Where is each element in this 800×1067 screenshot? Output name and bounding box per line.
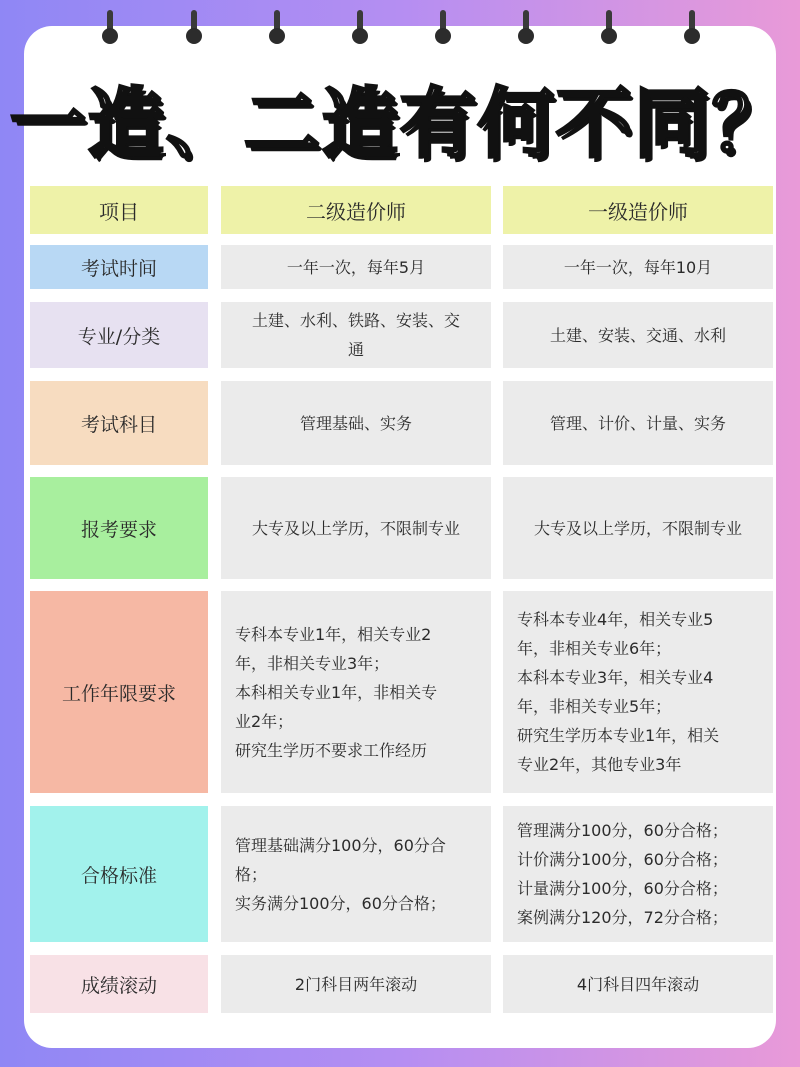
level1-value-text: 4门科目四年滚动 (576, 974, 700, 994)
row-label-text: 专业/分类 (77, 325, 161, 348)
binder-ring-icon (684, 10, 700, 44)
row-label (30, 302, 208, 368)
row-label-text: 合格标准 (80, 864, 157, 887)
level1-value-text: 大专及以上学历，不限制专业 (533, 518, 742, 538)
level2-value-text: 管理基础、实务 (299, 413, 412, 433)
row-label-text: 成绩滚动 (80, 974, 157, 997)
binder-ring-icon (269, 10, 285, 44)
row-label (30, 381, 208, 465)
header-item: 项目 (30, 186, 208, 234)
level1-value (503, 591, 773, 793)
level2-value (221, 477, 491, 579)
level1-value-text: 一年一次，每年10月 (563, 257, 713, 277)
row-label-text: 报考要求 (80, 518, 157, 541)
row-label (30, 591, 208, 793)
level2-value-text: 2门科目两年滚动 (294, 974, 418, 994)
level1-value (503, 806, 773, 942)
header-level1: 一级造价师 (503, 186, 773, 234)
binder-ring-icon (435, 10, 451, 44)
level2-value (221, 381, 491, 465)
level1-value-text: 管理、计价、计量、实务 (549, 413, 726, 433)
page-title: 一造、二造有何不同？ (10, 79, 790, 168)
row-label (30, 806, 208, 942)
row-label-text: 考试时间 (80, 257, 157, 280)
row-label (30, 955, 208, 1013)
binder-ring-icon (102, 10, 118, 44)
level1-value (503, 245, 773, 289)
row-label (30, 477, 208, 579)
level1-value (503, 955, 773, 1013)
level1-value (503, 381, 773, 465)
binder-ring-icon (601, 10, 617, 44)
row-label (30, 245, 208, 289)
level1-value-text: 土建、安装、交通、水利 (549, 325, 726, 345)
row-label-text: 考试科目 (80, 413, 157, 436)
level1-value (503, 302, 773, 368)
level2-value-text: 土建、水利、铁路、安装、交 通 (251, 311, 460, 359)
row-label-text: 工作年限要求 (61, 682, 176, 705)
binder-ring-icon (518, 10, 534, 44)
level2-value (221, 806, 491, 942)
level2-value-text: 大专及以上学历，不限制专业 (251, 518, 460, 538)
binder-ring-icon (352, 10, 368, 44)
level2-value (221, 591, 491, 793)
level2-value-text: 一年一次，每年5月 (286, 257, 426, 277)
level1-value (503, 477, 773, 579)
level2-value (221, 245, 491, 289)
binder-ring-icon (186, 10, 202, 44)
level1-value-text: 专科本专业4年，相关专业5 年，非相关专业6年； 本科本专业3年，相关专业4 年，非相关专业5年； 研究生学历本专业1年，相关 专业2年，其他专业3年 (517, 610, 720, 774)
level2-value (221, 302, 491, 368)
level2-value (221, 955, 491, 1013)
level2-value-text: 管理基础满分100分，60分合 格； 实务满分100分，60分合格； (235, 835, 446, 913)
header-level2: 二级造价师 (221, 186, 491, 234)
level1-value-text: 管理满分100分，60分合格； 计价满分100分，60分合格； 计量满分100分，60分合格； 案例满分120分，72分合格； (517, 821, 728, 927)
level2-value-text: 专科本专业1年，相关专业2 年，非相关专业3年； 本科相关专业1年，非相关专 业2年； 研究生学历不要求工作经历 (235, 624, 438, 760)
